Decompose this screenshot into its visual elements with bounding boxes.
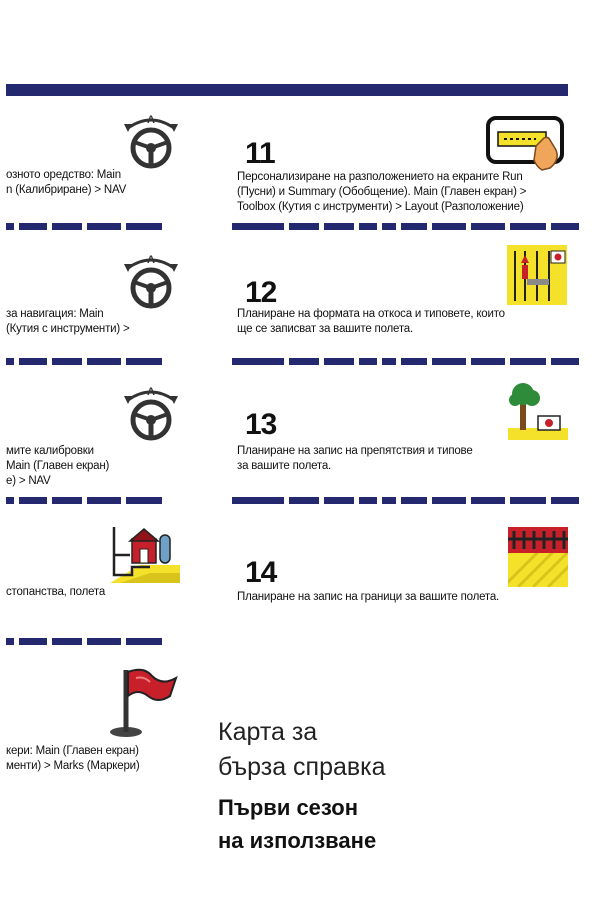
left-item5-line1: кери: Main (Главен екран)	[6, 745, 139, 757]
swath-pattern-icon	[507, 245, 567, 305]
left-item4-line1: стопанства, полета	[6, 586, 106, 598]
cover-subtitle-line1: Първи сезон	[218, 795, 359, 820]
cover-title-line1: Карта за	[218, 718, 318, 746]
right-separator	[232, 358, 579, 365]
header-bar	[6, 84, 568, 96]
left-item2-line1: за навигация: Main	[6, 308, 104, 320]
svg-text:A: A	[147, 114, 155, 126]
right-separator	[232, 497, 579, 504]
item13-line2: за вашите полета.	[237, 460, 332, 472]
item11-line2: (Пусни) и Summary (Обобщение). Main (Главен екран) >	[237, 186, 527, 198]
left-item1-line2: n (Калибриране) > NAV	[6, 184, 127, 196]
left-item3-line3: е) > NAV	[6, 475, 51, 487]
item-number-13: 13	[245, 408, 277, 441]
steering-wheel-icon	[122, 382, 180, 442]
item-number-11: 11	[245, 137, 275, 170]
left-separator	[6, 223, 162, 230]
item12-line1: Планиране на формата на откоса и типовете, които	[237, 308, 505, 320]
svg-text:A: A	[147, 386, 155, 398]
left-item3-line2: Main (Главен екран)	[6, 460, 110, 472]
item14-line1: Планиране на запис на граници за вашите полета.	[237, 591, 500, 603]
left-item3-line1: мите калибровки	[6, 445, 94, 457]
item-number-12: 12	[245, 276, 277, 309]
steering-wheel-icon	[122, 110, 180, 170]
touch-screen-icon	[486, 116, 566, 172]
farm-field-icon	[110, 525, 180, 583]
item13-line1: Планиране на запис на препятствия и типове	[237, 445, 473, 457]
marker-flag-icon	[104, 666, 178, 740]
left-item1-line1: озното оредство: Main	[6, 169, 121, 181]
obstacle-tree-icon	[508, 380, 568, 440]
svg-text:A: A	[147, 254, 155, 266]
item11-line3: Toolbox (Кутия с инструменти) > Layout (Разположение)	[237, 201, 524, 213]
left-separator	[6, 497, 162, 504]
boundary-icon	[508, 527, 568, 587]
cover-title-line2: бърза справка	[218, 753, 386, 781]
item12-line2: ще се записват за вашите полета.	[237, 323, 413, 335]
steering-wheel-icon	[122, 250, 180, 310]
left-item2-line2: (Кутия с инструменти) >	[6, 323, 130, 335]
right-separator	[232, 223, 579, 230]
left-separator	[6, 358, 162, 365]
left-item5-line2: менти) > Marks (Маркери)	[6, 760, 140, 772]
item11-line1: Персонализиране на разположението на екраните Run	[237, 171, 523, 183]
item-number-14: 14	[245, 556, 277, 589]
left-separator	[6, 638, 162, 645]
cover-subtitle-line2: на използване	[218, 828, 377, 853]
